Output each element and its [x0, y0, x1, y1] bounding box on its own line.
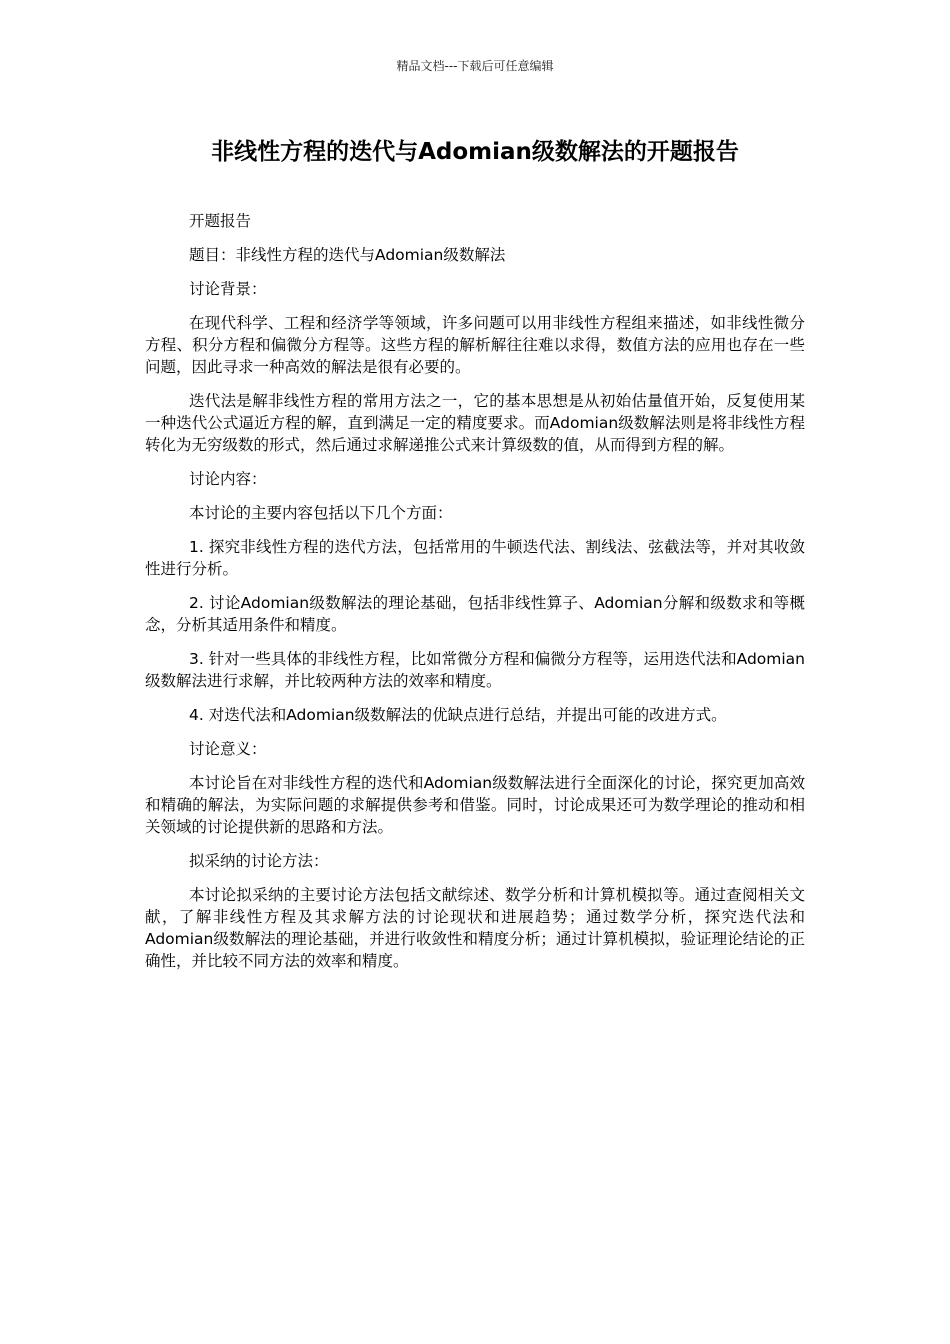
methods-paragraph: 本讨论拟采纳的主要讨论方法包括文献综述、数学分析和计算机模拟等。通过查阅相关文献，了解非线性方程及其求解方法的讨论现状和进展趋势；通过数学分析，探究迭代法和Adomian级数解法的理论基础，并进行收敛性和精度分析；通过计算机模拟，验证理论结论的正确性，并比较不同方法的效率和精度。	[145, 886, 805, 970]
section-heading-significance: 讨论意义：	[189, 740, 267, 758]
background-paragraph-2: 迭代法是解非线性方程的常用方法之一，它的基本思想是从初始估量值开始，反复使用某一种迭代公式逼近方程的解，直到满足一定的精度要求。而Adomian级数解法则是将非线性方程转化为无穷级数的形式，然后通过求解递推公式来计算级数的值，从而得到方程的解。	[145, 392, 805, 454]
content-intro: 本讨论的主要内容包括以下几个方面：	[189, 504, 453, 522]
significance-paragraph: 本讨论旨在对非线性方程的迭代和Adomian级数解法进行全面深化的讨论，探究更加高效和精确的解法，为实际问题的求解提供参考和借鉴。同时，讨论成果还可为数学理论的推动和相关领域的讨论提供新的思路和方法。	[145, 774, 805, 836]
topic-line: 题目：非线性方程的迭代与Adomian级数解法	[189, 246, 506, 264]
content-item-4: 4. 对迭代法和Adomian级数解法的优缺点进行总结，并提出可能的改进方式。	[189, 706, 727, 724]
content-item-1: 1. 探究非线性方程的迭代方法，包括常用的牛顿迭代法、割线法、弦截法等，并对其收敛性进行分析。	[145, 538, 805, 578]
section-heading-content: 讨论内容：	[189, 470, 267, 488]
header-note: 精品文档---下载后可任意编辑	[396, 59, 554, 73]
content-item-3: 3. 针对一些具体的非线性方程，比如常微分方程和偏微分方程等，运用迭代法和Adomian级数解法进行求解，并比较两种方法的效率和精度。	[145, 650, 805, 690]
document-title: 非线性方程的迭代与Adomian级数解法的开题报告	[211, 139, 739, 165]
document-body	[145, 210, 805, 984]
content-item-2: 2. 讨论Adomian级数解法的理论基础，包括非线性算子、Adomian分解和级数求和等概念，分析其适用条件和精度。	[145, 594, 805, 634]
section-heading-background: 讨论背景：	[189, 280, 267, 298]
report-label: 开题报告	[189, 212, 252, 230]
section-heading-methods: 拟采纳的讨论方法：	[189, 852, 329, 870]
background-paragraph-1: 在现代科学、工程和经济学等领域，许多问题可以用非线性方程组来描述，如非线性微分方程、积分方程和偏微分方程等。这些方程的解析解往往难以求得，数值方法的应用也存在一些问题，因此寻求一种高效的解法是很有必要的。	[145, 314, 805, 376]
